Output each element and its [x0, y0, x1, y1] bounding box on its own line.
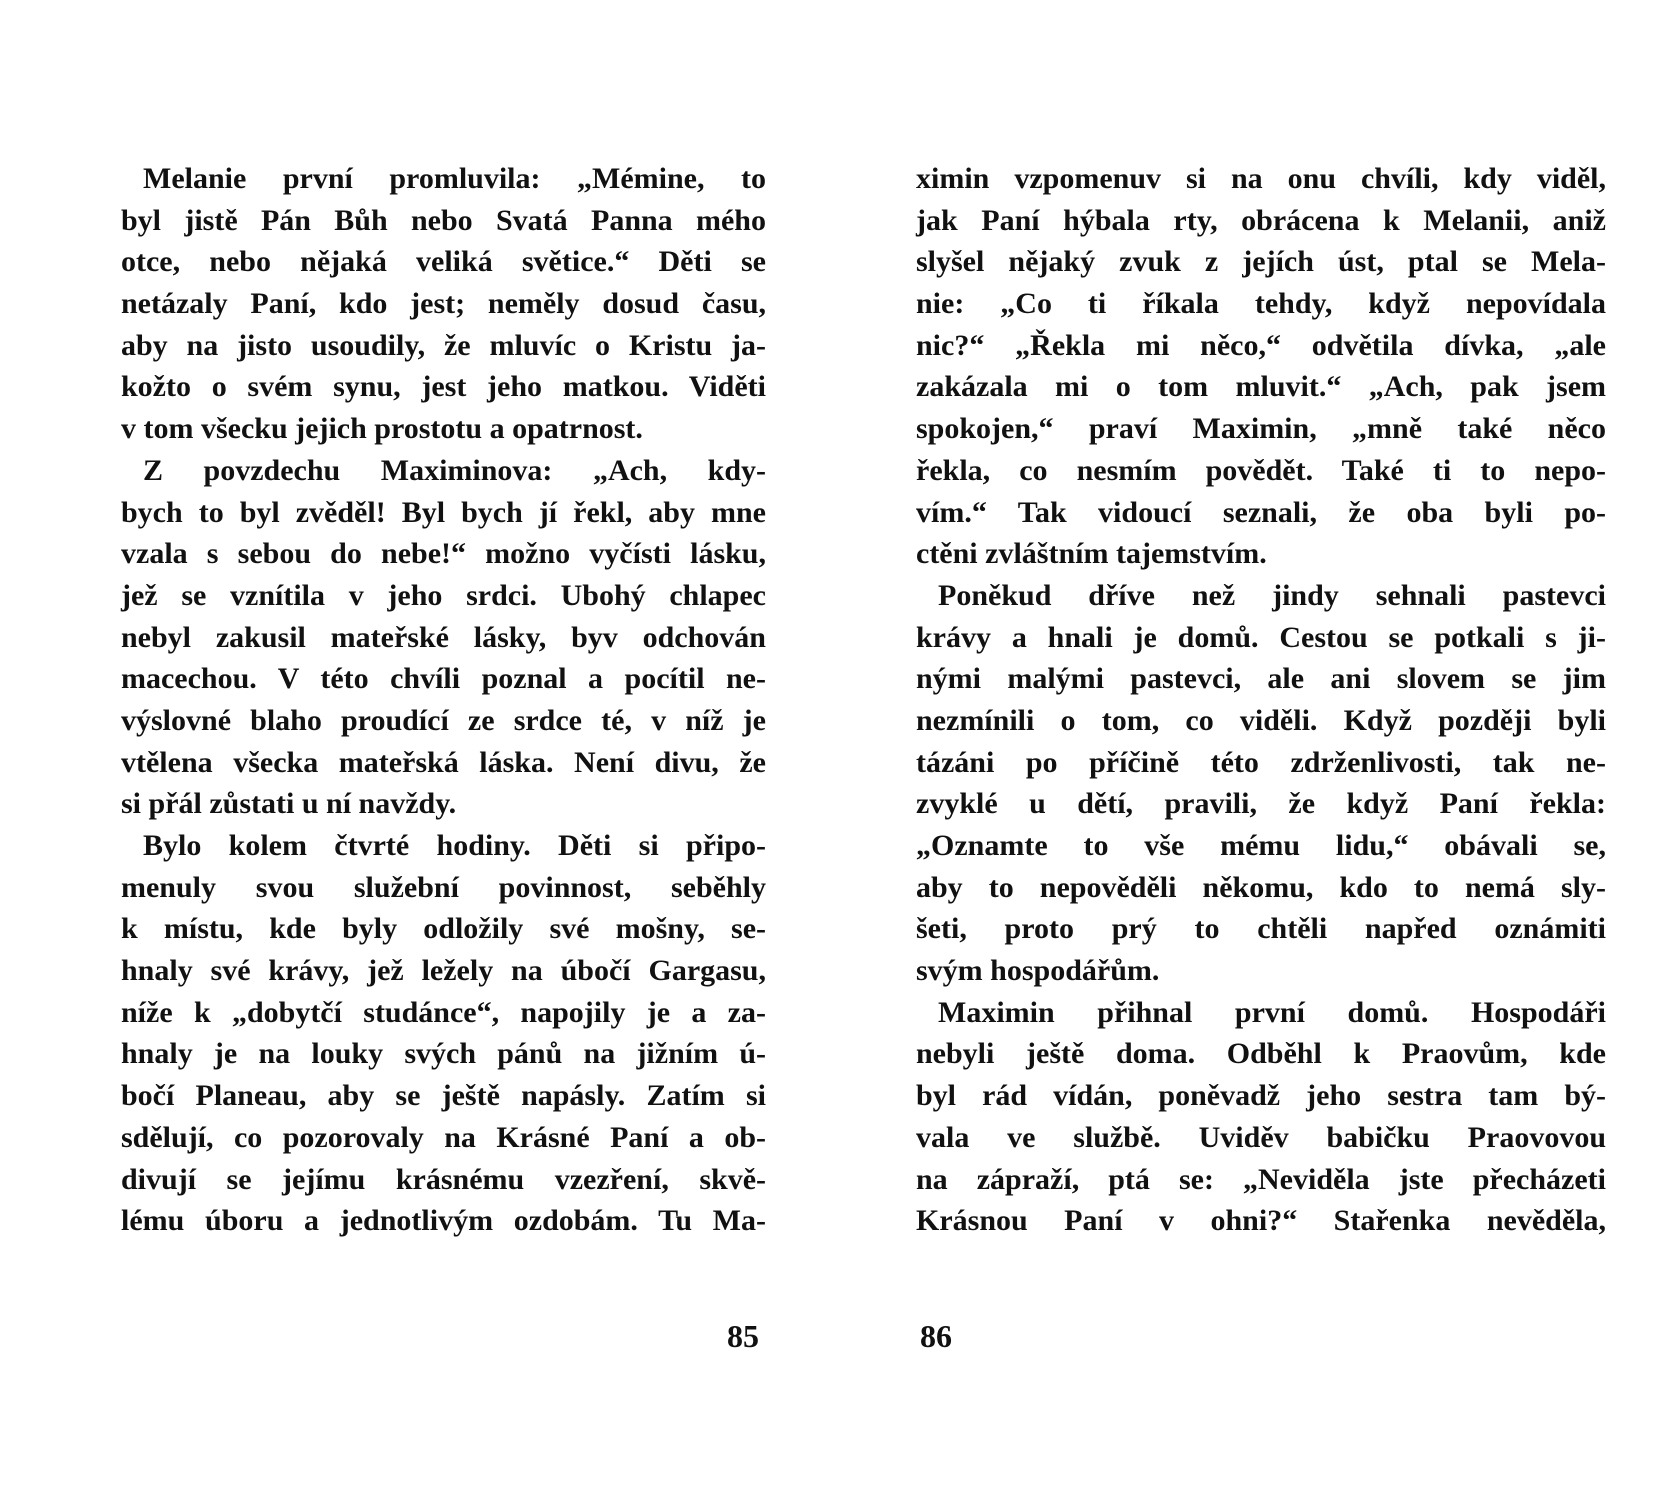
text-line: divují se jejímu krásnému vzezření, skvě- [121, 1162, 766, 1196]
text-line: v tom všecku jejich prostotu a opatrnost. [121, 412, 643, 446]
paragraph [121, 450, 766, 825]
text-line: svým hospodářům. [916, 954, 1160, 988]
text-line: ctěni zvláštním tajemstvím. [916, 537, 1267, 571]
text-line: hnaly své krávy, jež ležely na úbočí Gargasu, [121, 954, 766, 988]
text-line: níže k „dobytčí studánce“, napojily je a za- [121, 995, 766, 1029]
right-page-text [916, 158, 1606, 1242]
text-line: aby to nepověděli někomu, kdo to nemá sly- [916, 870, 1606, 904]
text-line: krávy a hnali je domů. Cestou se potkali s ji- [916, 620, 1606, 654]
text-line: si přál zůstati u ní navždy. [121, 787, 457, 821]
text-line: nic?“ „Řekla mi něco,“ odvětila dívka, „ale [916, 328, 1606, 362]
text-line: bych to byl zvěděl! Byl bych jí řekl, aby mne [121, 495, 766, 529]
text-line: Z povzdechu Maximinova: „Ach, kdy- [143, 453, 766, 487]
text-line: vala ve službě. Uviděv babičku Praovovou [916, 1120, 1606, 1154]
left-page-text [121, 158, 766, 1242]
text-line: nebyl zakusil mateřské lásky, byv odchován [121, 620, 766, 654]
page-number-left: 85 [727, 1318, 759, 1354]
paragraph [121, 158, 766, 450]
text-line: menuly svou služební povinnost, seběhly [121, 870, 766, 904]
text-line: na zápraží, ptá se: „Neviděla jste přecházeti [916, 1162, 1606, 1196]
text-line: nými malými pastevci, ale ani slovem se jim [916, 662, 1606, 696]
text-line: nebyli ještě doma. Odběhl k Praovům, kde [916, 1037, 1606, 1071]
text-line: byl rád vídán, poněvadž jeho sestra tam bý- [916, 1079, 1606, 1113]
text-line: „Oznamte to vše mému lidu,“ obávali se, [916, 829, 1606, 862]
paragraph [916, 158, 1606, 575]
text-line: slyšel nějaký zvuk z jejích úst, ptal se Mela- [916, 245, 1606, 279]
text-line: tázáni po příčině této zdrženlivosti, tak ne- [916, 745, 1606, 779]
text-line: bočí Planeau, aby se ještě napásly. Zatím si [121, 1079, 766, 1113]
text-line: otce, nebo nějaká veliká světice.“ Děti se [121, 245, 766, 279]
text-line: macechou. V této chvíli poznal a pocítil ne- [121, 662, 766, 696]
text-line: sdělují, co pozorovaly na Krásné Paní a ob- [121, 1120, 766, 1154]
text-line: zvyklé u dětí, pravili, že když Paní řekla: [916, 787, 1606, 821]
text-line: vzala s sebou do nebe!“ možno vyčísti lásku, [121, 537, 766, 571]
text-line: šeti, proto prý to chtěli napřed oznámiti [916, 912, 1606, 946]
text-line: Poněkud dříve než jindy sehnali pastevci [938, 578, 1606, 612]
text-line: jak Paní hýbala rty, obrácena k Melanii, aniž [916, 203, 1606, 237]
paragraph [916, 575, 1606, 992]
text-line: ximin vzpomenuv si na onu chvíli, kdy viděl, [916, 162, 1606, 195]
paragraph [916, 992, 1606, 1242]
text-line: jež se vznítila v jeho srdci. Ubohý chlapec [121, 578, 766, 612]
text-line: k místu, kde byly odložily své mošny, se- [121, 912, 766, 946]
text-line: kožto o svém synu, jest jeho matkou. Viděti [121, 370, 766, 404]
paragraph [121, 825, 766, 1242]
text-line: Melanie první promluvila: „Mémine, to [143, 162, 766, 195]
text-line: hnaly je na louky svých pánů na jižním ú- [121, 1037, 766, 1071]
text-line: aby na jisto usoudily, že mluvíc o Kristu ja- [121, 328, 766, 362]
text-line: nie: „Co ti říkala tehdy, když nepovídala [916, 287, 1606, 321]
text-line: Bylo kolem čtvrté hodiny. Děti si připo- [143, 829, 766, 862]
text-line: lému úboru a jednotlivým ozdobám. Tu Ma- [121, 1204, 766, 1238]
text-line: Krásnou Paní v ohni?“ Stařenka nevěděla, [916, 1204, 1606, 1238]
page-number-right: 86 [920, 1318, 952, 1354]
text-line: byl jistě Pán Bůh nebo Svatá Panna mého [121, 203, 766, 237]
text-line: Maximin přihnal první domů. Hospodáři [938, 995, 1606, 1029]
text-line: výslovné blaho proudící ze srdce té, v níž je [121, 703, 766, 737]
text-line: vtělena všecka mateřská láska. Není divu, že [121, 745, 766, 779]
text-line: nezmínili o tom, co viděli. Když později byli [916, 703, 1606, 737]
text-line: řekla, co nesmím povědět. Také ti to nepo- [916, 453, 1606, 487]
text-line: spokojen,“ praví Maximin, „mně také něco [916, 412, 1606, 446]
text-line: netázaly Paní, kdo jest; neměly dosud času, [121, 287, 766, 321]
text-line: zakázala mi o tom mluvit.“ „Ach, pak jsem [916, 370, 1606, 404]
text-line: vím.“ Tak vidoucí seznali, že oba byli po- [916, 495, 1606, 529]
